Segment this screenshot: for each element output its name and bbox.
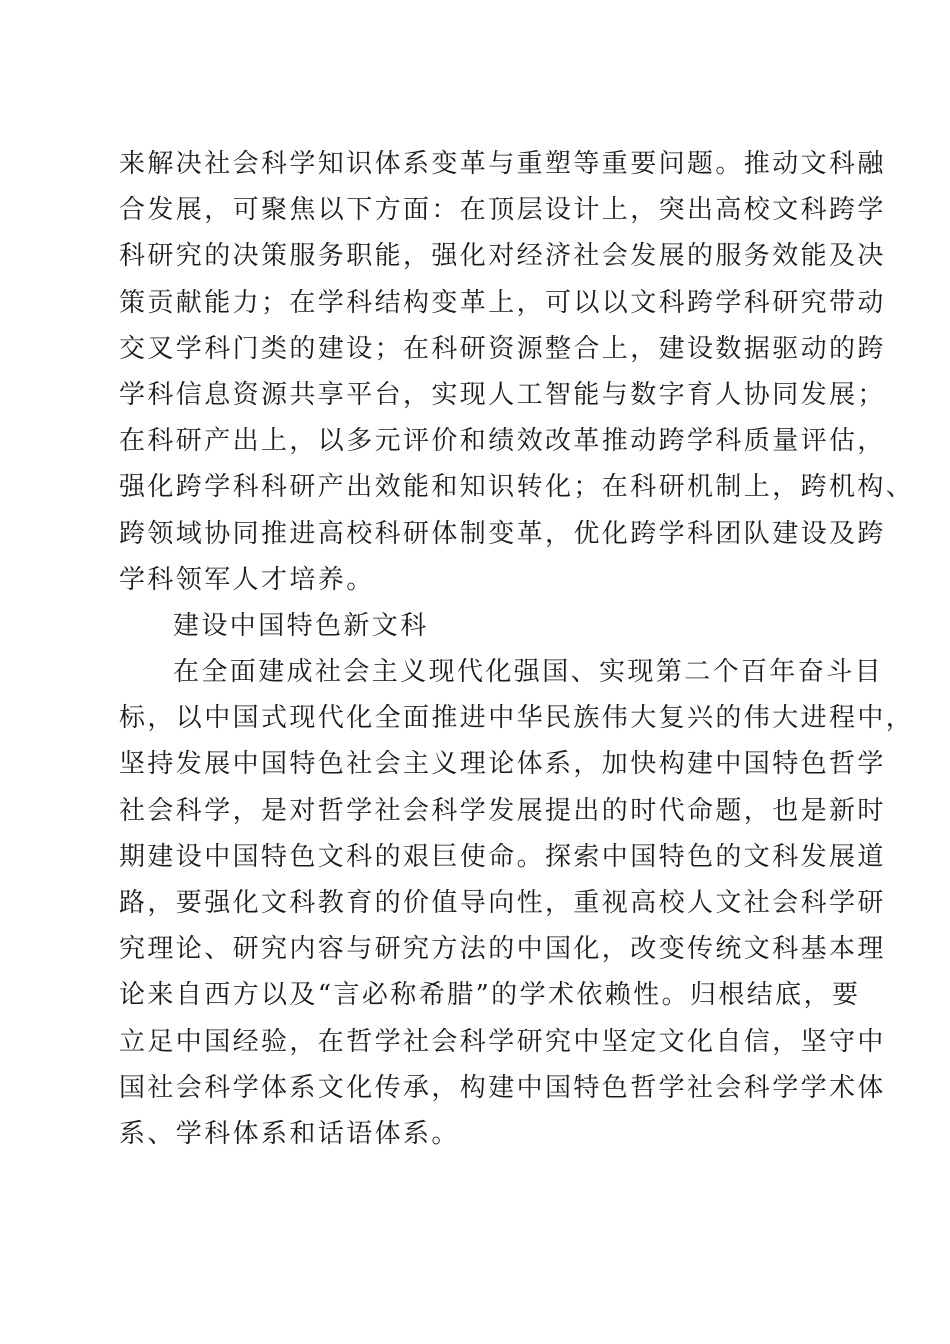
text-line: 在科研产出上，以多元评价和绩效改革推动跨学科质量评估， xyxy=(119,426,886,457)
text-line: 策贡献能力；在学科结构变革上，可以以文科跨学科研究带动 xyxy=(119,287,886,318)
section-heading: 建设中国特色新文科 xyxy=(173,610,429,641)
text-line: 交叉学科门类的建设；在科研资源整合上，建设数据驱动的跨 xyxy=(119,333,886,364)
text-line: 合发展，可聚焦以下方面：在顶层设计上，突出高校文科跨学 xyxy=(119,195,886,226)
text-line: 在全面建成社会主义现代化强国、实现第二个百年奋斗目 xyxy=(173,657,884,688)
text-line: 学科领军人才培养。 xyxy=(119,564,375,595)
text-line: 学科信息资源共享平台，实现人工智能与数字育人协同发展； xyxy=(119,379,886,410)
text-line: 究理论、研究内容与研究方法的中国化，改变传统文科基本理 xyxy=(119,934,886,965)
text-line: 科研究的决策服务职能，强化对经济社会发展的服务效能及决 xyxy=(119,241,886,272)
text-line: 系、学科体系和话语体系。 xyxy=(119,1118,460,1149)
text-line: 强化跨学科科研产出效能和知识转化；在科研机制上，跨机构、 xyxy=(119,472,915,503)
text-line: 坚持发展中国特色社会主义理论体系，加快构建中国特色哲学 xyxy=(119,749,886,780)
text-line: 期建设中国特色文科的艰巨使命。探索中国特色的文科发展道 xyxy=(119,841,886,872)
text-line: 来解决社会科学知识体系变革与重塑等重要问题。推动文科融 xyxy=(119,149,886,179)
body-text xyxy=(119,141,915,1157)
text-line: 论来自西方以及“言必称希腊”的学术依赖性。归根结底，要 xyxy=(119,980,861,1011)
text-line: 路，要强化文科教育的价值导向性，重视高校人文社会科学研 xyxy=(119,888,886,918)
text-line: 标，以中国式现代化全面推进中华民族伟大复兴的伟大进程中， xyxy=(119,703,915,734)
text-line: 国社会科学体系文化传承，构建中国特色哲学社会科学学术体 xyxy=(119,1072,886,1103)
paragraph-cross-discipline xyxy=(119,141,915,603)
text-line: 跨领域协同推进高校科研体制变革，优化跨学科团队建设及跨 xyxy=(119,518,886,549)
paragraph-chinese-characteristics xyxy=(119,649,915,1157)
text-line: 社会科学，是对哲学社会科学发展提出的时代命题，也是新时 xyxy=(119,795,886,826)
text-line: 立足中国经验，在哲学社会科学研究中坚定文化自信，坚守中 xyxy=(119,1026,886,1057)
